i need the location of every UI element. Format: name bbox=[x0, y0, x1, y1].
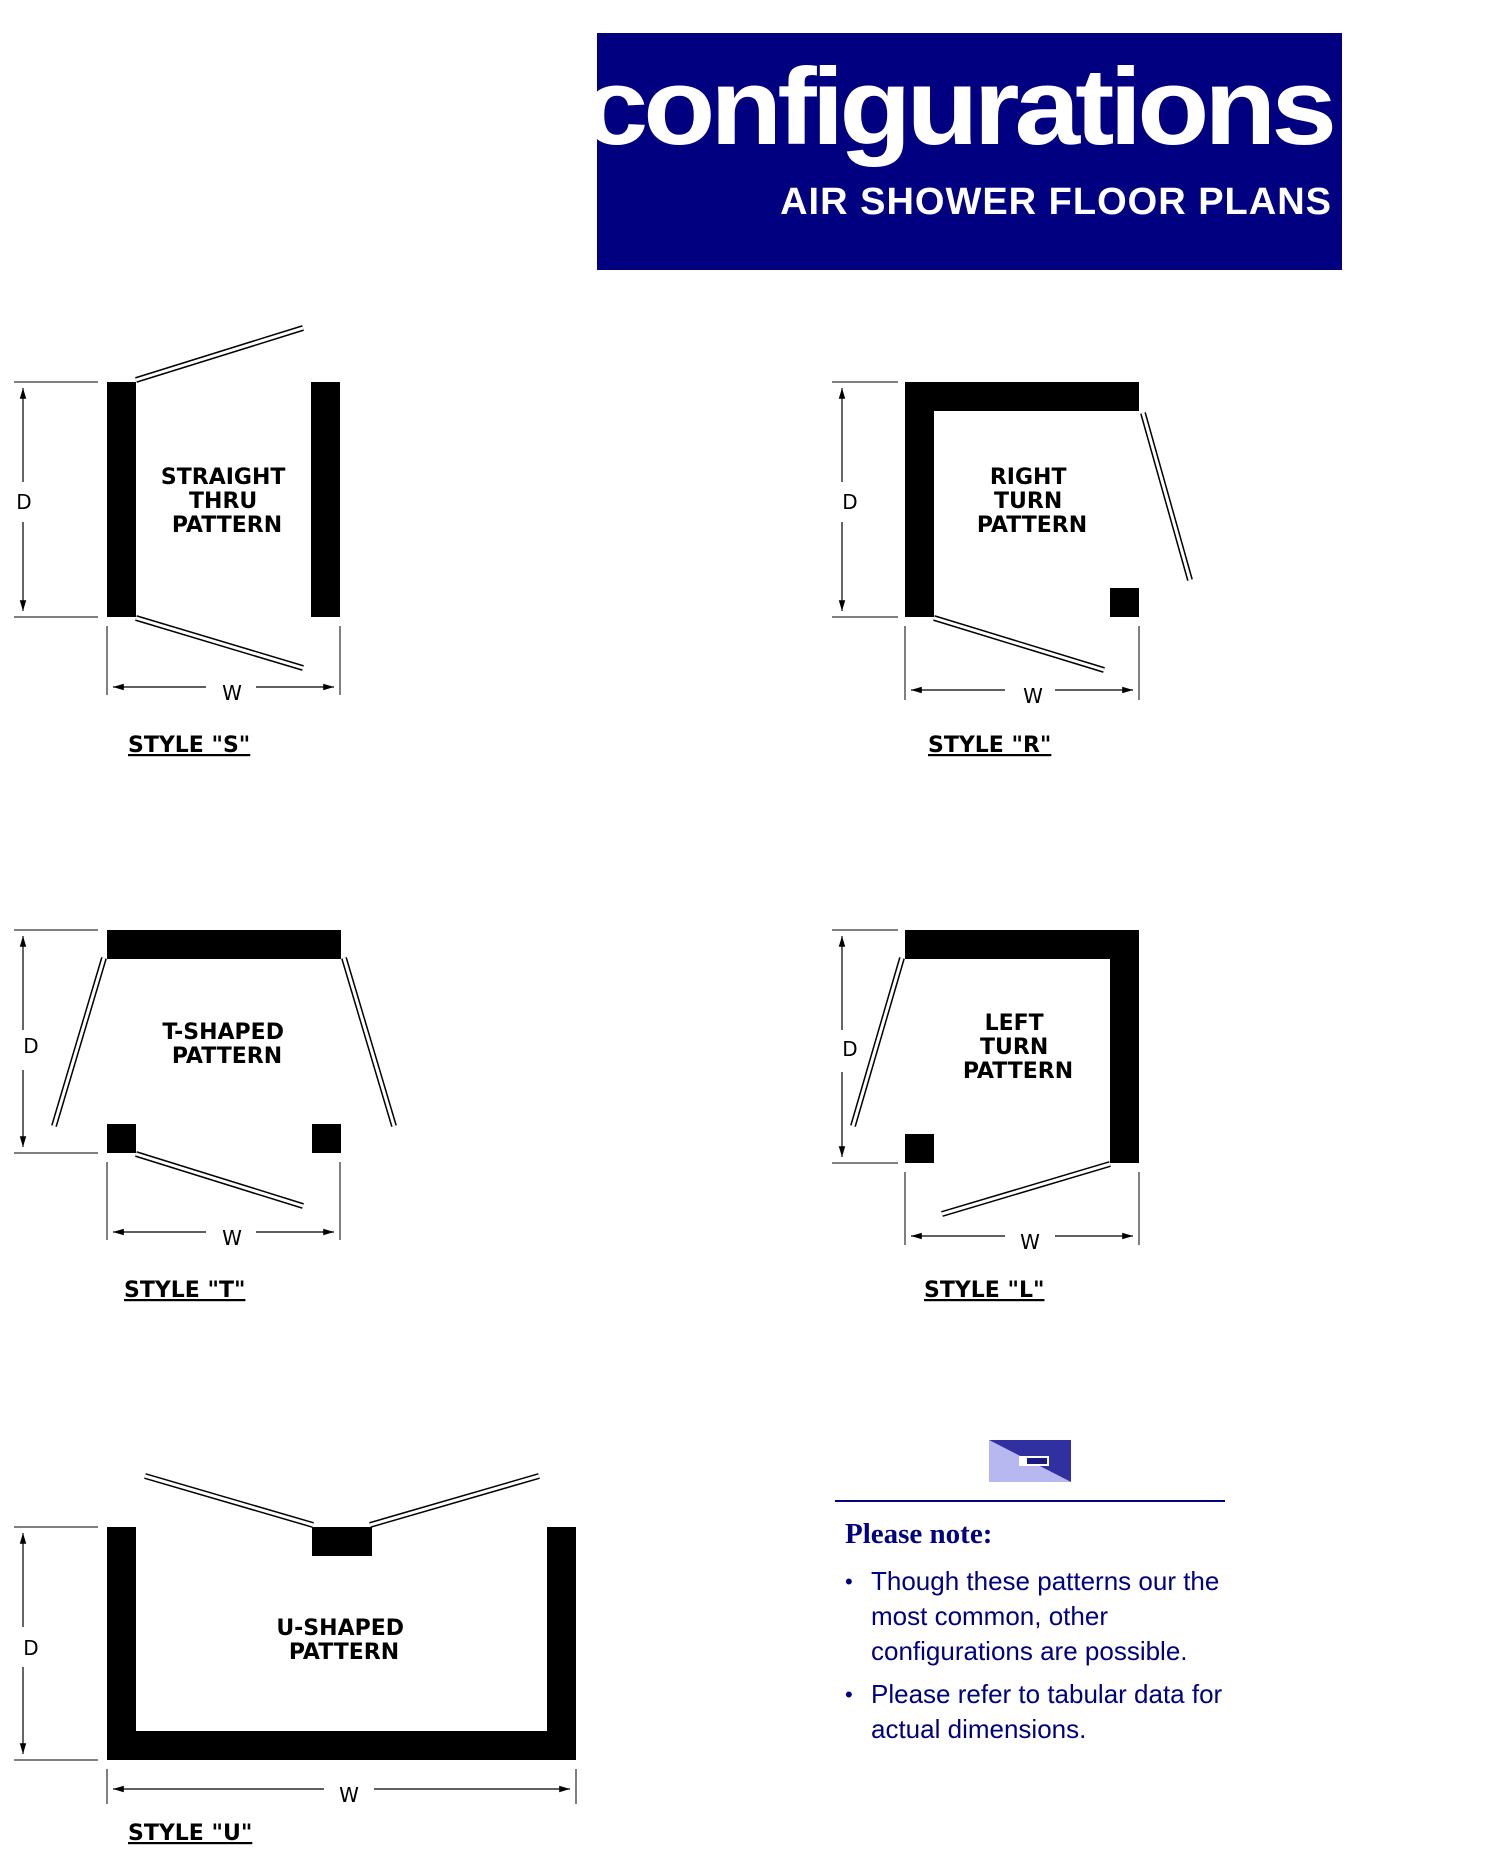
wall-left bbox=[905, 382, 934, 617]
list-item: • Please refer to tabular data for actual dimensions. bbox=[845, 1679, 1223, 1744]
post-top bbox=[312, 1527, 372, 1556]
wall-top bbox=[107, 930, 341, 959]
bullet-icon: • bbox=[845, 1682, 853, 1707]
width-label: W bbox=[1023, 684, 1043, 708]
depth-label: D bbox=[842, 490, 858, 514]
list-item: • Though these patterns our the most common, other configurations are possible. bbox=[845, 1566, 1220, 1666]
style-label: STYLE "U" bbox=[128, 1821, 253, 1846]
style-label: STYLE "T" bbox=[124, 1278, 246, 1303]
pattern-label: STRAIGHT THRU PATTERN bbox=[160, 465, 286, 538]
pattern-label: LEFT TURN PATTERN bbox=[962, 1011, 1074, 1084]
width-label: W bbox=[222, 1226, 242, 1250]
width-label: W bbox=[222, 681, 242, 705]
depth-label: D bbox=[842, 1037, 858, 1061]
depth-label: D bbox=[23, 1636, 39, 1660]
wall-top bbox=[905, 930, 1139, 959]
post bbox=[1110, 588, 1139, 617]
depth-label: D bbox=[23, 1034, 39, 1058]
pattern-label: U-SHAPED PATTERN bbox=[276, 1616, 405, 1665]
pattern-label: T-SHAPED PATTERN bbox=[162, 1020, 284, 1069]
style-label: STYLE "L" bbox=[924, 1278, 1045, 1303]
wall-top bbox=[905, 382, 1139, 411]
note-list bbox=[845, 1564, 1225, 1755]
diagram-straight bbox=[14, 328, 340, 758]
diagram-t-shaped bbox=[14, 930, 394, 1303]
post bbox=[905, 1134, 934, 1163]
style-label: STYLE "R" bbox=[928, 733, 1052, 758]
wall-right bbox=[1110, 930, 1139, 1163]
divider bbox=[835, 1500, 1225, 1502]
diagram-u-shaped bbox=[14, 1476, 576, 1846]
depth-label: D bbox=[16, 490, 32, 514]
bullet-icon: • bbox=[845, 1569, 853, 1594]
width-label: W bbox=[339, 1783, 359, 1807]
post-right bbox=[312, 1124, 341, 1153]
wall-left bbox=[107, 1527, 136, 1760]
wall-bottom bbox=[107, 1731, 576, 1760]
wall-right bbox=[547, 1527, 576, 1760]
page-title: configurations bbox=[582, 46, 1332, 168]
note-heading: Please note: bbox=[845, 1518, 993, 1550]
width-label: W bbox=[1020, 1230, 1040, 1254]
wall-left bbox=[107, 382, 136, 617]
page-subtitle: AIR SHOWER FLOOR PLANS bbox=[780, 181, 1332, 223]
style-label: STYLE "S" bbox=[128, 733, 251, 758]
diagram-right bbox=[832, 382, 1190, 758]
pattern-label: RIGHT TURN PATTERN bbox=[976, 465, 1088, 538]
wall-right bbox=[311, 382, 340, 617]
company-logo-icon bbox=[989, 1440, 1071, 1482]
diagram-left bbox=[832, 930, 1139, 1303]
post-left bbox=[107, 1124, 136, 1153]
